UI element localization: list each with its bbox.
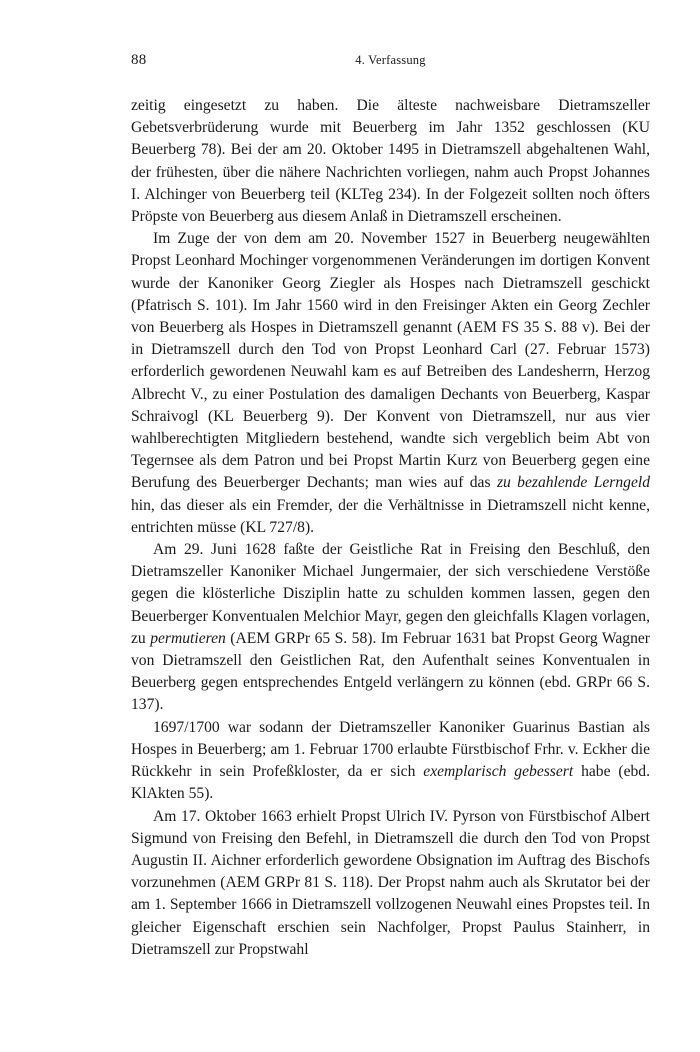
text-segment: 1697/1700 war sodann der Dietramszeller Kanoniker Guarinus Bastian als Hospes in Beuerberg; am 1. Februar 1700 erlaubte Fürstbischof Frhr. v. Eckher die Rückkehr in sein Profeßkloster, da er sich <box>131 718 650 781</box>
paragraph-2 <box>131 228 650 539</box>
body-text <box>131 95 650 961</box>
italic-phrase: exemplarisch gebessert <box>423 763 574 781</box>
text-segment: (AEM GRPr 65 S. 58). Im Februar 1631 bat Propst Georg Wagner von Dietramszell den Geistlichen Rat, den Aufenthalt seines Konventualen in Beuerberg gegen entsprechendes Entgeld verlängern zu können (ebd. GRPr 66 S. 137). <box>131 629 650 714</box>
text-segment: hin, das dieser als ein Fremder, der die Verhältnisse in Dietramszell nicht kenne, entrichten müsse (KL 727/8). <box>131 496 650 536</box>
chapter-title: 4. Verfassung <box>355 53 426 67</box>
paragraph-1 <box>131 95 650 228</box>
paragraph-5 <box>131 806 650 961</box>
text-segment: Im Zuge der von dem am 20. November 1527 in Beuerberg neugewählten Propst Leonhard Mochinger vorgenommenen Veränderungen im dortigen Konvent wurde der Kanoniker Georg Ziegler als Hospes nach Dietramszell geschickt (Pfatrisch S. 101). Im Jahr 1560 wird in den Freisinger Akten ein Georg Zechler von Beuerberg als Hospes in Dietramszell genannt (AEM FS 35 S. 88 v). Bei der in Dietramszell durch den Tod von Propst Leonhard Carl (27. Februar 1573) erforderlich gewordenen Neuwahl kam es auf Betreiben des Landesherrn, Herzog Albrecht V., zu einer Postulation des damaligen Dechants von Beuerberg, Kaspar Schraivogl (KL Beuerberg 9). Der Konvent von Dietramszell, nur aus vier wahlberechtigten Mitgliedern bestehend, wandte sich vergeblich beim Abt von Tegernsee als dem Patron und bei Propst Martin Kurz von Beuerberg gegen eine Berufung des Beuerberger Dechants; man wies auf das <box>131 230 650 492</box>
text-segment: zeitig eingesetzt zu haben. Die älteste nachweisbare Dietramszeller Gebetsverbrüderung wurde mit Beuerberg im Jahr 1352 geschlossen (KU Beuerberg 78). Bei der am 20. Oktober 1495 in Dietramszell abgehaltenen Wahl, der frühesten, über die nähere Nachrichten vorliegen, nahm auch Propst Johannes I. Alchinger von Beuerberg teil (KLTeg 234). In der Folgezeit sollten noch öfters Pröpste von Beuerberg aus diesem Anlaß in Dietramszell erscheinen. <box>131 97 650 226</box>
page-number: 88 <box>131 52 147 68</box>
text-segment: Am 29. Juni 1628 faßte der Geistliche Rat in Freising den Beschluß, den Dietramszeller Kanoniker Michael Jungermaier, der sich verschiedene Verstöße gegen die klösterliche Disziplin hatte zu schulden kommen lassen, gegen den Beuerberger Konventualen Melchior Mayr, gegen den gleichfalls Klagen vorlagen, zu <box>131 541 650 647</box>
running-head <box>131 52 650 72</box>
paragraph-3 <box>131 539 650 717</box>
text-segment: habe (ebd. KlAkten 55). <box>131 763 651 803</box>
text-segment: Am 17. Oktober 1663 erhielt Propst Ulrich IV. Pyrson von Fürstbischof Albert Sigmund von Freising den Befehl, in Dietramszell die durch den Tod von Propst Augustin II. Aichner erforderlich gewordene Obsignation im Auftrag des Bischofs vorzunehmen (AEM GRPr 81 S. 118). Der Propst nahm auch als Skrutator bei der am 1. September 1666 in Dietramszell vollzogenen Neuwahl eines Propstes teil. In gleicher Eigenschaft erschien sein Nachfolger, Propst Paulus Stainherr, in Dietramszell zur Propstwahl <box>131 807 650 958</box>
italic-phrase: permutieren <box>150 629 226 647</box>
paragraph-4 <box>131 717 650 806</box>
italic-phrase: zu bezahlende Lerngeld <box>496 474 651 492</box>
